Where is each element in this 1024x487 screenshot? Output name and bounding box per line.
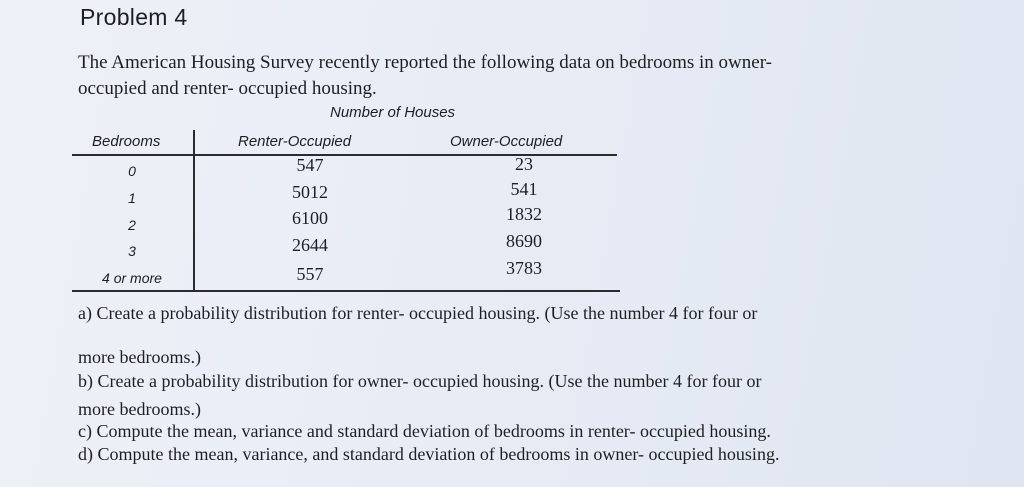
intro-line-2: occupied and renter- occupied housing. [78, 78, 377, 99]
intro-line-1: The American Housing Survey recently reported the following data on bedrooms in owner- [78, 52, 772, 73]
column-divider [193, 130, 195, 290]
question-a-line-2: more bedrooms.) [78, 347, 201, 367]
header-owner-occupied: Owner-Occupied [450, 133, 563, 150]
row-owner-value: 8690 [506, 231, 542, 251]
row-renter-value: 2644 [292, 235, 328, 255]
row-bedrooms-label: 4 or more [102, 270, 162, 286]
row-renter-value: 6100 [292, 208, 328, 228]
question-a-line-1: a) Create a probability distribution for renter- occupied housing. (Use the number 4 for four or [78, 303, 758, 323]
bottom-rule [72, 290, 620, 292]
row-renter-value: 547 [296, 155, 324, 175]
problem-heading: Problem 4 [80, 4, 188, 30]
row-owner-value: 3783 [506, 258, 542, 278]
header-bedrooms: Bedrooms [92, 133, 161, 150]
question-b-line-1: b) Create a probability distribution for owner- occupied housing. (Use the number 4 for four or [78, 371, 762, 391]
row-bedrooms-label: 0 [128, 163, 136, 179]
question-b-line-2: more bedrooms.) [78, 399, 201, 419]
row-renter-value: 557 [296, 264, 324, 284]
row-owner-value: 23 [515, 154, 533, 174]
table-caption: Number of Houses [330, 104, 456, 121]
row-bedrooms-label: 1 [128, 190, 136, 206]
row-renter-value: 5012 [292, 182, 328, 202]
row-bedrooms-label: 2 [128, 217, 136, 233]
problem-intro [78, 50, 938, 102]
bedrooms-table [72, 104, 620, 292]
row-bedrooms-label: 3 [128, 243, 136, 259]
header-renter-occupied: Renter-Occupied [238, 133, 352, 150]
question-c: c) Compute the mean, variance and standard deviation of bedrooms in renter- occupied housing. [78, 421, 771, 441]
row-owner-value: 541 [510, 179, 538, 199]
question-d: d) Compute the mean, variance, and standard deviation of bedrooms in owner- occupied housing. [78, 444, 780, 464]
row-owner-value: 1832 [506, 204, 542, 224]
